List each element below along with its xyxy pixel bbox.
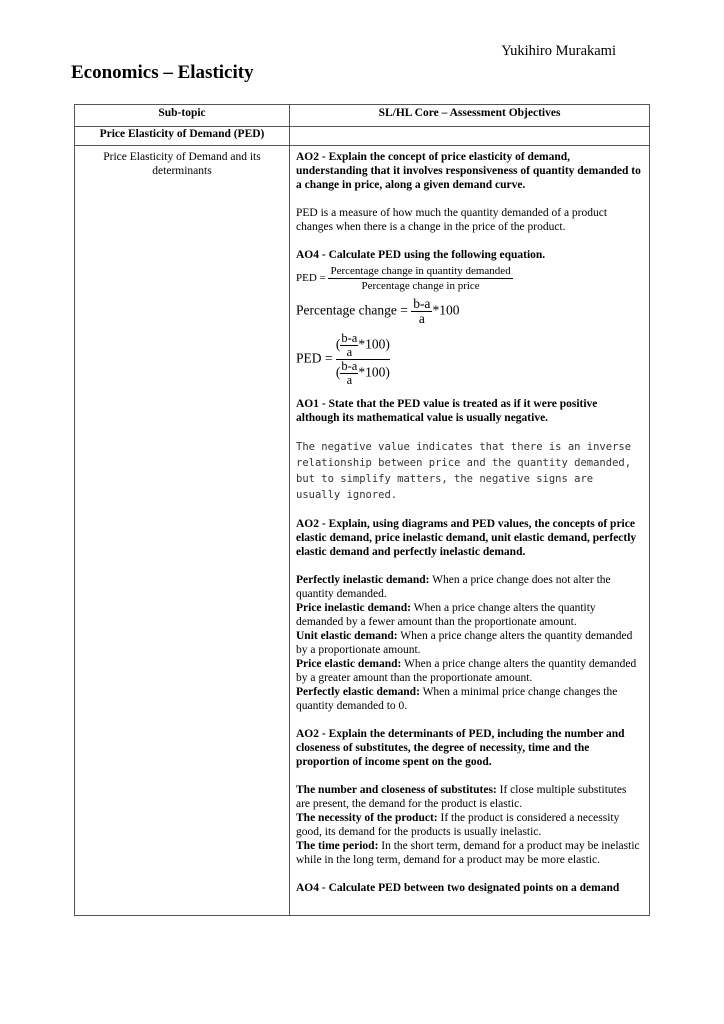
assessment-table bbox=[74, 104, 650, 916]
ped-ratio-bottom: ( $\frac{b-a}{a}$ *100) bbox=[335, 359, 390, 387]
ao2-diagrams-heading: AO2 - Explain, using diagrams and PED values, the concepts of price elastic demand, price inelastic demand, unit elastic demand, perfectly elastic demand and perfectly inelastic demand. bbox=[296, 518, 637, 558]
definition-item: Price elastic demand: When a price change alters the quantity demanded by a greater amount than the proportionate amount. bbox=[296, 658, 637, 684]
header-row bbox=[75, 105, 650, 127]
percentage-change-formula bbox=[296, 297, 643, 326]
determinants-list bbox=[296, 783, 643, 867]
ped-definition: PED is a measure of how much the quantity demanded of a product changes when there is a change in the price of the product. bbox=[296, 207, 608, 233]
definition-item: Unit elastic demand: When a price change alters the quantity demanded by a proportionate amount. bbox=[296, 630, 633, 656]
determinant-item: The time period: In the short term, demand for a product may be inelastic while in the long term, demand for a product may be more elastic. bbox=[296, 840, 640, 866]
ao2-concept-heading: AO2 - Explain the concept of price elasticity of demand, understanding that it involves responsiveness of quantity demanded to a change in price, along a given demand curve. bbox=[296, 151, 641, 191]
ao1-heading: AO1 - State that the PED value is treated as if it were positive although its mathematical value is usually negative. bbox=[296, 398, 598, 424]
determinant-item: The necessity of the product: If the product is considered a necessity good, its demand for the products is usually inelastic. bbox=[296, 812, 620, 838]
negative-value-note: The negative value indicates that there is an inverse relationship between price and the quantity demanded, but to simplify matters, the negative signs are usually ignored. bbox=[296, 441, 632, 501]
definition-item: Perfectly elastic demand: When a minimal price change changes the quantity demanded to 0. bbox=[296, 686, 618, 712]
definition-item: Price inelastic demand: When a price change alters the quantity demanded by a fewer amount than the proportionate amount. bbox=[296, 602, 596, 628]
section-empty-cell bbox=[290, 127, 650, 146]
col-objectives-header: SL/HL Core – Assessment Objectives bbox=[290, 105, 650, 127]
pct-formula-numerator: b-a bbox=[413, 296, 431, 311]
pct-formula-denominator: a bbox=[418, 311, 425, 326]
objectives-cell bbox=[290, 146, 650, 916]
author-name: Yukihiro Murakami bbox=[501, 43, 616, 59]
ped-ratio-top: ( $\frac{b-a}{a}$ *100) bbox=[335, 331, 390, 359]
ao4-calc-heading: AO4 - Calculate PED using the following equation. bbox=[296, 249, 546, 261]
document-title: Economics – Elasticity bbox=[71, 62, 254, 83]
pct-formula-lhs: Percentage change = bbox=[296, 302, 408, 318]
ped-ratio-formula bbox=[296, 332, 643, 387]
determinant-item: The number and closeness of substitutes: If close multiple substitutes are present, the demand for the product is elastic. bbox=[296, 784, 627, 810]
definition-item: Perfectly inelastic demand: When a price change does not alter the quantity demanded. bbox=[296, 574, 611, 600]
col-subtopic-header: Sub-topic bbox=[75, 105, 290, 127]
ped-ratio-lhs: PED = bbox=[296, 350, 333, 366]
ped-formula-lhs: PED = bbox=[296, 272, 326, 285]
section-row bbox=[75, 127, 650, 146]
ao4-points-heading: AO4 - Calculate PED between two designated points on a demand bbox=[296, 882, 620, 894]
ped-formula-numerator: Percentage change in quantity demanded bbox=[330, 265, 511, 277]
ao2-determinants-heading: AO2 - Explain the determinants of PED, including the number and closeness of substitutes, the degree of necessity, time and the proportion of income spent on the good. bbox=[296, 728, 625, 768]
elasticity-definitions bbox=[296, 573, 643, 713]
subtopic-cell: Price Elasticity of Demand and its determinants bbox=[75, 146, 290, 916]
content-row bbox=[75, 146, 650, 916]
section-title: Price Elasticity of Demand (PED) bbox=[75, 127, 290, 146]
pct-formula-suffix: *100 bbox=[432, 302, 460, 318]
ped-formula-denominator: Percentage change in price bbox=[361, 280, 480, 292]
ped-formula bbox=[296, 264, 643, 293]
